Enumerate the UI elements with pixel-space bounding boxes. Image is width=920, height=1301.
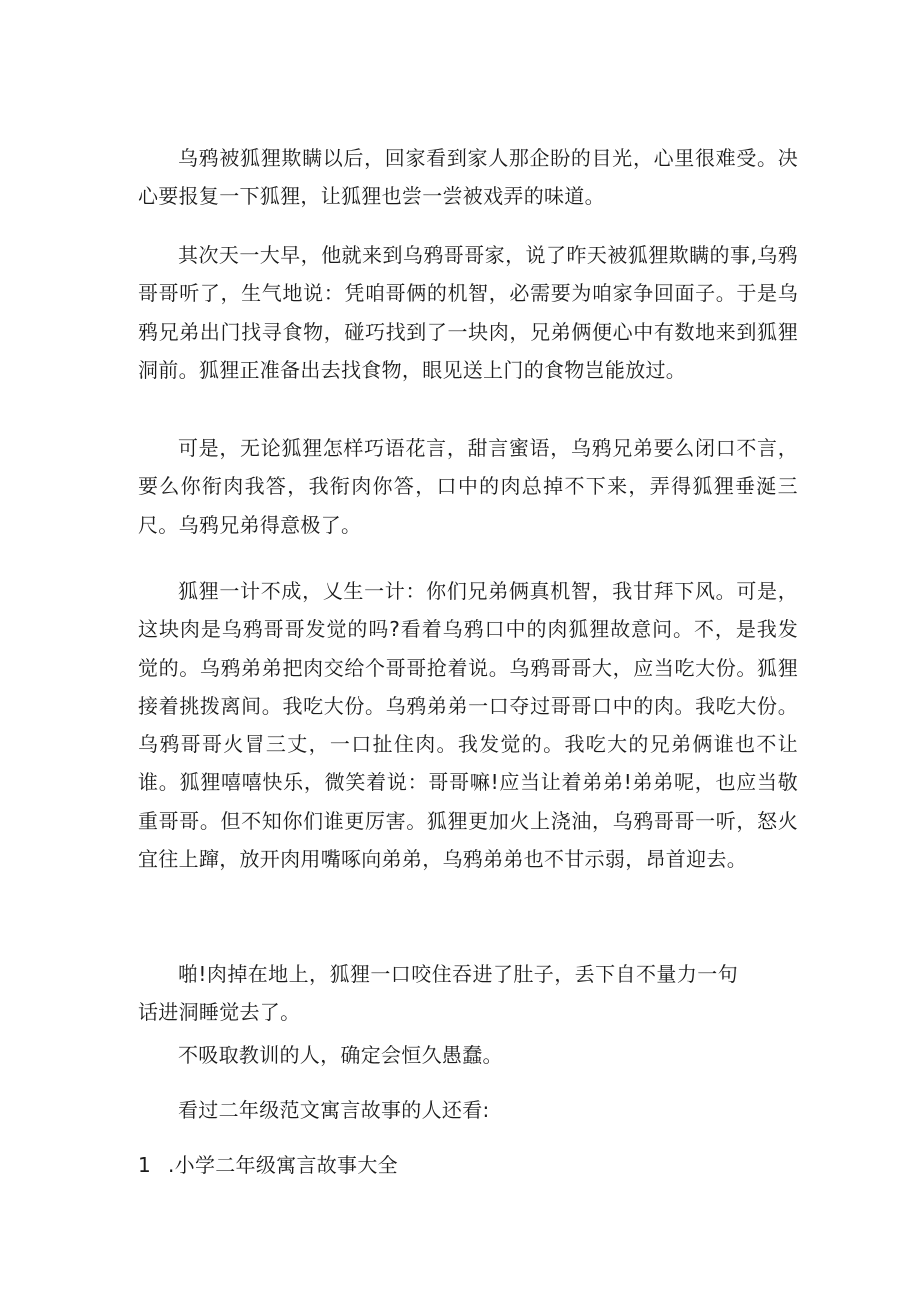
paragraph-1: 乌鸦被狐狸欺瞒以后，回家看到家人那企盼的目光，心里很难受。决心要报复一下狐狸，让狐狸也尝一尝被戏弄的味道。 [138, 146, 798, 209]
paragraph-moral: 不吸取教训的人，确定会恒久愚蠢。 [178, 1043, 503, 1067]
related-heading: 看过二年级范文寓言故事的人还看: [178, 1098, 490, 1122]
list-item-number: 1 [138, 1153, 152, 1177]
related-link-text[interactable]: .小学二年级寓言故事大全 [168, 1153, 398, 1177]
related-list-item[interactable] [138, 1146, 398, 1184]
paragraph-2: 其次天一大早，他就来到乌鸦哥哥家，说了昨天被狐狸欺瞒的事,乌鸦哥哥听了，生气地说：凭咱哥俩的机智，必需要为咱家争回面子。于是乌鸦兄弟出门找寻食物，碰巧找到了一块肉，兄弟俩便心中有数地来到狐狸洞前。狐狸正准备出去找食物，眼见送上门的食物岂能放过。 [138, 243, 798, 382]
paragraph-5: 啪!肉掉在地上，狐狸一口咬住吞进了肚子，丢下自不量力一句话进洞睡觉去了。 [138, 962, 738, 1025]
paragraph-3: 可是，无论狐狸怎样巧语花言，甜言蜜语，乌鸦兄弟要么闭口不言，要么你衔肉我答，我衔肉你答，口中的肉总掉不下来，弄得狐狸垂涎三尺。乌鸦兄弟得意极了。 [138, 436, 798, 537]
paragraph-4: 狐狸一计不成，乂生一计：你们兄弟俩真机智，我甘拜下风。可是，这块肉是乌鸦哥哥发觉的吗?看着乌鸦口中的肉狐狸故意问。不，是我发觉的。乌鸦弟弟把肉交给个哥哥抢着说。乌鸦哥哥大，应当吃大份。狐狸接着挑拨离间。我吃大份。乌鸦弟弟一口夺过哥哥口中的肉。我吃大份。乌鸦哥哥火冒三丈，一口扯住肉。我发觉的。我吃大的兄弟俩谁也不让谁。狐狸嘻嘻快乐，微笑着说：哥哥嘛!应当让着弟弟!弟弟呢，也应当敬重哥哥。但不知你们谁更厉害。狐狸更加火上浇油，乌鸦哥哥一听，怒火宜往上蹿，放开肉用嘴啄向弟弟，乌鸦弟弟也不甘示弱，昂首迎去。 [138, 579, 798, 872]
